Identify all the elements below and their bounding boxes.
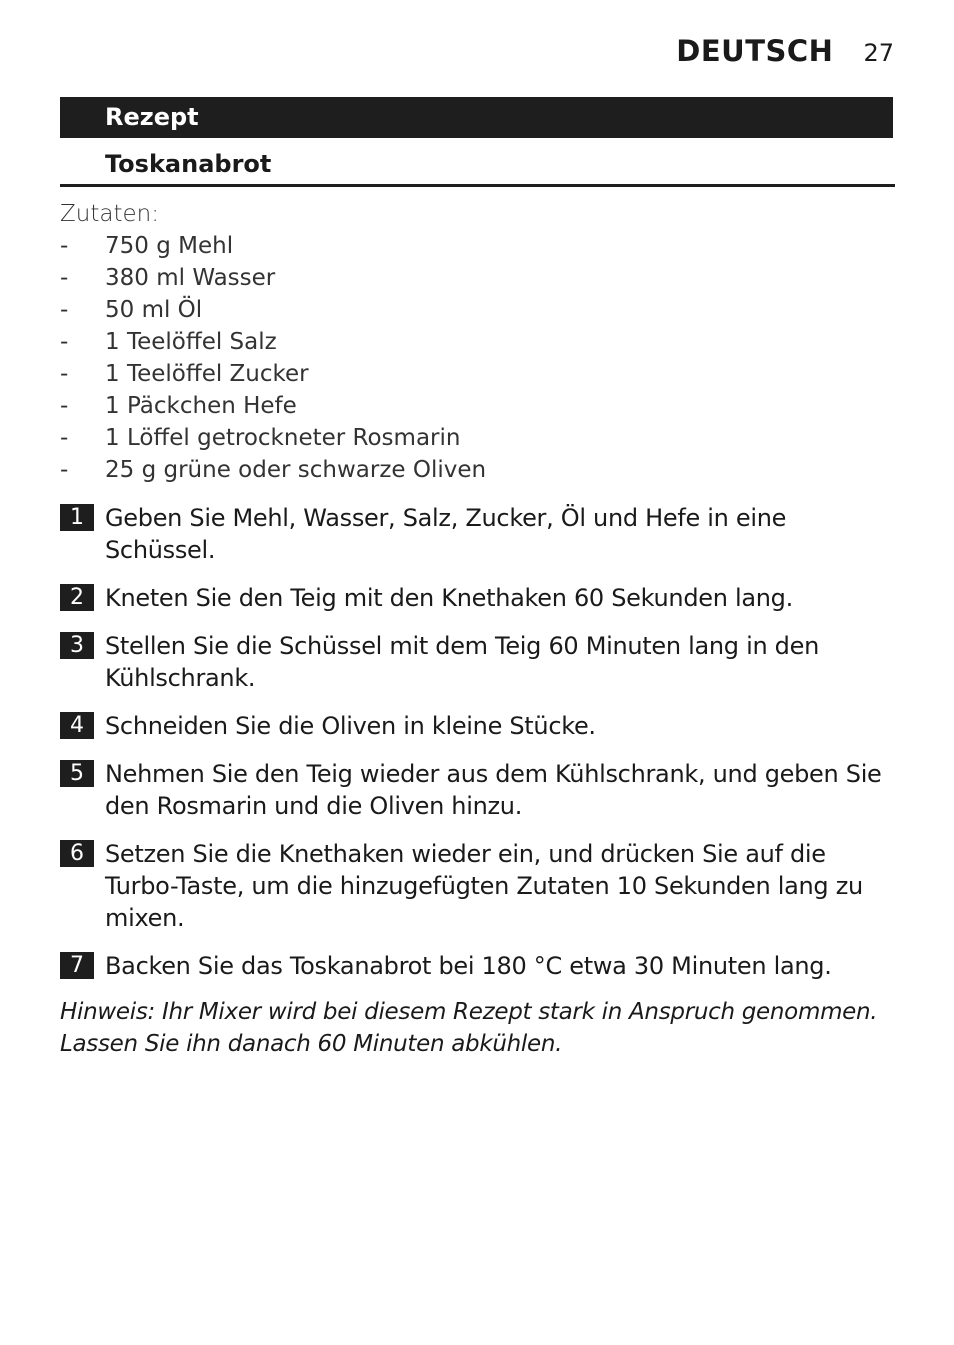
step-text: Geben Sie Mehl, Wasser, Salz, Zucker, Öl und Hefe in eine Schüssel. (105, 504, 787, 564)
section-title: Rezept (105, 103, 199, 131)
dash-bullet: - (60, 233, 69, 259)
step-number: 1 (60, 504, 94, 531)
step-item (60, 630, 895, 694)
step-text: Nehmen Sie den Teig wieder aus dem Kühlschrank, und geben Sie den Rosmarin und die Oliven hinzu. (105, 760, 882, 820)
list-item (60, 230, 895, 262)
ingredient-text: 1 Päckchen Hefe (105, 393, 297, 419)
list-item (60, 358, 895, 390)
step-item (60, 950, 895, 982)
dash-bullet: - (60, 425, 69, 451)
list-item (60, 326, 895, 358)
ingredient-text: 25 g grüne oder schwarze Oliven (105, 457, 487, 483)
list-item (60, 294, 895, 326)
dash-bullet: - (60, 265, 69, 291)
step-item (60, 582, 895, 614)
ingredient-text: 1 Löffel getrockneter Rosmarin (105, 425, 461, 451)
ingredient-text: 750 g Mehl (105, 233, 234, 259)
note-text: Hinweis: Ihr Mixer wird bei diesem Rezept stark in Anspruch genommen. Lassen Sie ihn danach 60 Minuten abkühlen. (60, 999, 878, 1057)
step-text: Setzen Sie die Knethaken wieder ein, und drücken Sie auf die Turbo-Taste, um die hinzugefügten Zutaten 10 Sekunden lang zu mixen. (105, 840, 863, 932)
step-item (60, 838, 895, 934)
list-item (60, 454, 895, 486)
page-header (676, 34, 894, 68)
list-item (60, 390, 895, 422)
title-divider (60, 184, 895, 187)
ingredients-label: Zutaten: (60, 201, 159, 227)
step-number: 5 (60, 760, 94, 787)
step-item (60, 758, 895, 822)
list-item (60, 262, 895, 294)
page-number: 27 (863, 39, 894, 67)
recipe-content (60, 198, 895, 1060)
step-text: Schneiden Sie die Oliven in kleine Stücke. (105, 712, 596, 740)
step-number: 7 (60, 952, 94, 979)
step-number: 2 (60, 584, 94, 611)
dash-bullet: - (60, 457, 69, 483)
step-text: Stellen Sie die Schüssel mit dem Teig 60 Minuten lang in den Kühlschrank. (105, 632, 819, 692)
ingredient-list (60, 230, 895, 486)
section-bar (60, 97, 893, 138)
step-item (60, 502, 895, 566)
step-number: 4 (60, 712, 94, 739)
step-text: Backen Sie das Toskanabrot bei 180 °C etwa 30 Minuten lang. (105, 952, 832, 980)
step-text: Kneten Sie den Teig mit den Knethaken 60 Sekunden lang. (105, 584, 793, 612)
step-number: 6 (60, 840, 94, 867)
dash-bullet: - (60, 393, 69, 419)
ingredient-text: 1 Teelöffel Zucker (105, 361, 309, 387)
step-number: 3 (60, 632, 94, 659)
ingredient-text: 380 ml Wasser (105, 265, 276, 291)
step-item (60, 710, 895, 742)
dash-bullet: - (60, 361, 69, 387)
dash-bullet: - (60, 297, 69, 323)
ingredient-text: 1 Teelöffel Salz (105, 329, 277, 355)
recipe-title: Toskanabrot (105, 150, 272, 178)
step-list (60, 502, 895, 982)
ingredient-text: 50 ml Öl (105, 297, 203, 323)
language-heading: DEUTSCH (676, 34, 834, 68)
list-item (60, 422, 895, 454)
dash-bullet: - (60, 329, 69, 355)
